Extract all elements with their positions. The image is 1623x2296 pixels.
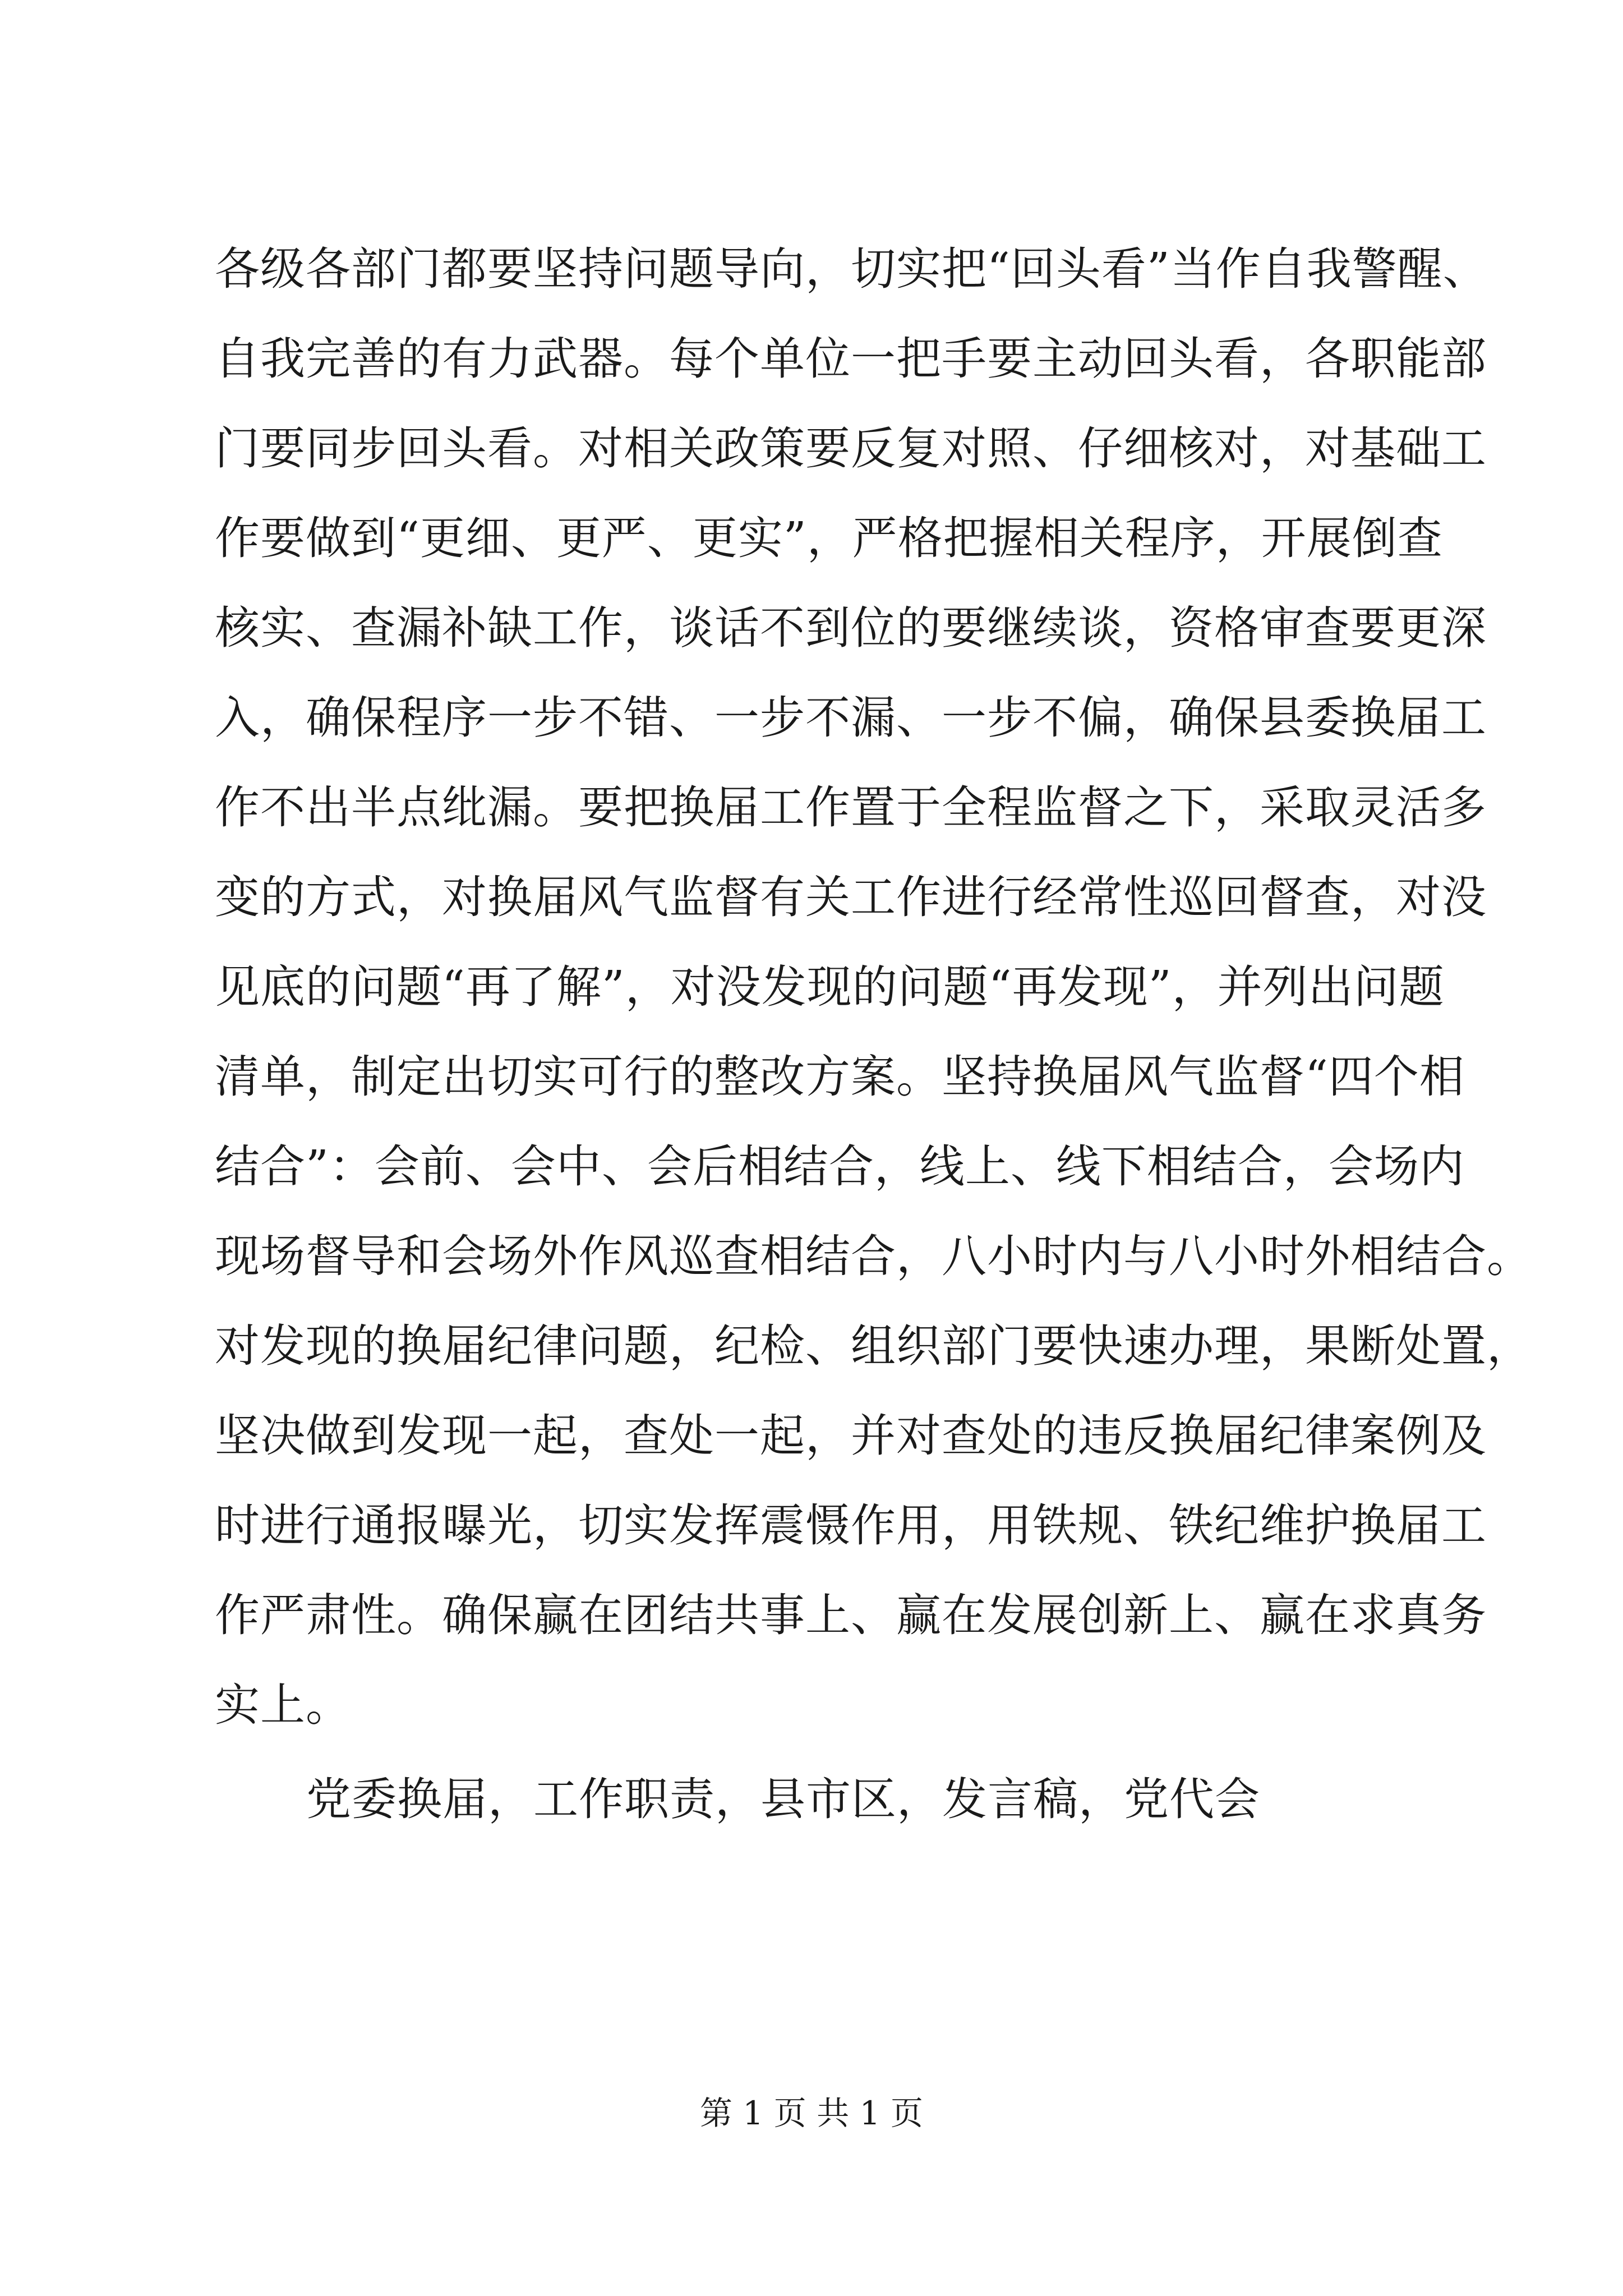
body-line-4: 作要做到“更细、更严、更实”，严格把握相关程序，开展倒查 bbox=[215, 512, 1443, 564]
body-line-9: 见底的问题“再了解”，对没发现的问题“再发现”，并列出问题 bbox=[215, 961, 1445, 1013]
body-line-14: 坚决做到发现一起，查处一起，并对查处的违反换届纪律案例及 bbox=[215, 1410, 1487, 1462]
body-line-12: 现场督导和会场外作风巡查相结合，八小时内与八小时外相结合。 bbox=[215, 1230, 1532, 1282]
page-footer: 第 1 页 共 1 页 bbox=[700, 2094, 923, 2132]
body-line-10: 清单，制定出切实可行的整改方案。坚持换届风气监督“四个相 bbox=[215, 1051, 1465, 1103]
body-line-6: 入，确保程序一步不错、一步不漏、一步不偏，确保县委换届工 bbox=[215, 692, 1487, 744]
body-line-13: 对发现的换届纪律问题，纪检、组织部门要快速办理，果断处置， bbox=[215, 1320, 1532, 1372]
body-line-17: 实上。 bbox=[215, 1679, 351, 1731]
body-line-16: 作严肃性。确保赢在团结共事上、赢在发展创新上、赢在求真务 bbox=[215, 1589, 1487, 1641]
keywords-line: 党委换届，工作职责，县市区，发言稿，党代会 bbox=[306, 1773, 1260, 1825]
body-line-8: 变的方式，对换届风气监督有关工作进行经常性巡回督查，对没 bbox=[215, 871, 1487, 923]
body-line-2: 自我完善的有力武器。每个单位一把手要主动回头看，各职能部 bbox=[215, 333, 1487, 385]
body-line-15: 时进行通报曝光，切实发挥震慑作用，用铁规、铁纪维护换届工 bbox=[215, 1499, 1487, 1552]
body-line-1: 各级各部门都要坚持问题导向，切实把“回头看”当作自我警醒、 bbox=[215, 243, 1488, 295]
body-line-11: 结合”：会前、会中、会后相结合，线上、线下相结合，会场内 bbox=[215, 1140, 1465, 1193]
body-line-7: 作不出半点纰漏。要把换届工作置于全程监督之下，采取灵活多 bbox=[215, 781, 1487, 834]
body-line-5: 核实、查漏补缺工作，谈话不到位的要继续谈，资格审查要更深 bbox=[215, 602, 1487, 654]
body-line-3: 门要同步回头看。对相关政策要反复对照、仔细核对，对基础工 bbox=[215, 422, 1487, 475]
